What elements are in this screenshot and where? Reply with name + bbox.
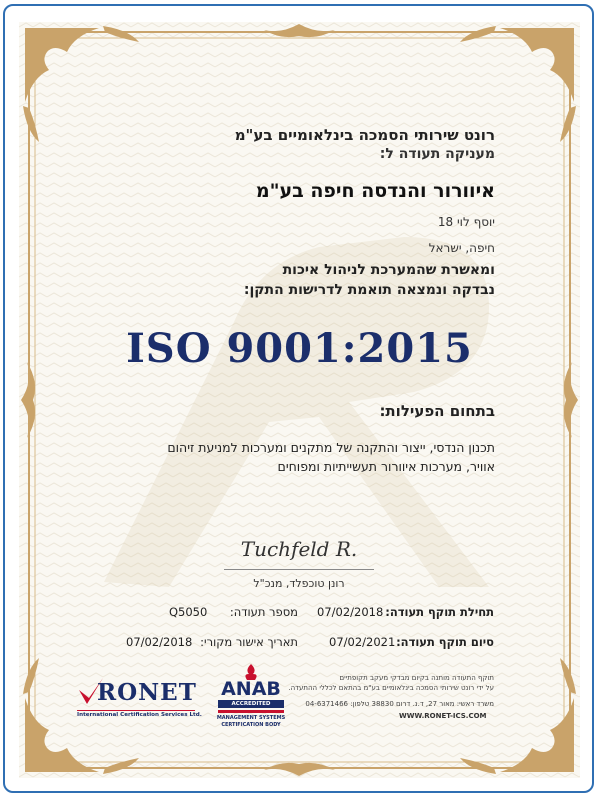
certificate-paper [19, 22, 580, 778]
ronet-logo [77, 674, 202, 726]
signatory-name: רונן טוכפלד, מנכ"ל [253, 577, 345, 590]
scope-line-1: תכנון הנדסי, ייצור והתקנה של מתקנים ומערכות למניעת זיהום [167, 440, 495, 455]
original-approval-label: תאריך אישור מקורי: [200, 635, 298, 649]
footer-address: משרד ראשי: מאור 27, ד.נ. דרום 38830 טלפון: 04-6371466 [305, 700, 494, 708]
anab-red-stripe [218, 710, 284, 713]
ronet-rule [77, 710, 195, 711]
footer-note-line-2: על ידי רונט שירותי הסמכה בינלאומיים בע"מ בהתאם לכללי ההתעדה. [288, 684, 494, 692]
statement-line-2: נבדקה ונמצאה תואמת לדרישות התקן: [243, 282, 495, 298]
footer-note-line-1: תוקף התעודה מותנה בקיום מבדקי מעקב תקופתיים [339, 674, 494, 682]
validity-end-label: סיום תוקף תעודה: [396, 635, 494, 649]
ronet-wordmark: RONET [97, 679, 197, 706]
ronet-tagline: International Certification Services Ltd. [77, 712, 202, 718]
anab-line-1: MANAGEMENT SYSTEMS [216, 715, 286, 721]
certificate-outer-border [3, 4, 594, 793]
recipient-name: איוורור והנדסה חיפה בע"מ [255, 180, 495, 202]
signature-line [224, 569, 374, 570]
footer-website: WWW.RONET-ICS.COM [399, 712, 487, 720]
original-approval-value: 07/02/2018 [126, 635, 193, 649]
validity-start-label: תחילת תוקף תעודה: [385, 605, 494, 619]
grants-to-label: מעניקה תעודה ל: [379, 146, 495, 162]
statement-line-1: ומאשרת שהמערכת לניהול איכות [282, 262, 495, 278]
anab-wordmark: ANAB [221, 678, 281, 700]
scope-title: בתחום הפעילות: [379, 402, 495, 420]
anab-line-2: CERTIFICATION BODY [221, 722, 281, 728]
certificate-number-label: מספר תעודה: [229, 605, 298, 619]
signature-script: Tuchfeld R. [240, 537, 358, 561]
anab-accredited-bar: ACCREDITED [218, 700, 284, 708]
validity-start-value: 07/02/2018 [317, 605, 384, 619]
recipient-street: יוסף לוי 18 [437, 215, 495, 229]
scope-line-2: אוויר, מערכות איוורור תעשייתיות ומפוחים [277, 459, 495, 474]
recipient-city: חיפה, ישראל [428, 241, 495, 255]
issuer-name: רונט שירותי הסמכה בינלאומיים בע"מ [234, 126, 495, 144]
validity-end-value: 07/02/2021 [329, 635, 396, 649]
anab-logo [214, 664, 288, 732]
certificate-number-value: Q5050 [169, 605, 208, 619]
iso-standard-title: ISO 9001:2015 [126, 325, 473, 372]
certificate-content [19, 22, 580, 778]
